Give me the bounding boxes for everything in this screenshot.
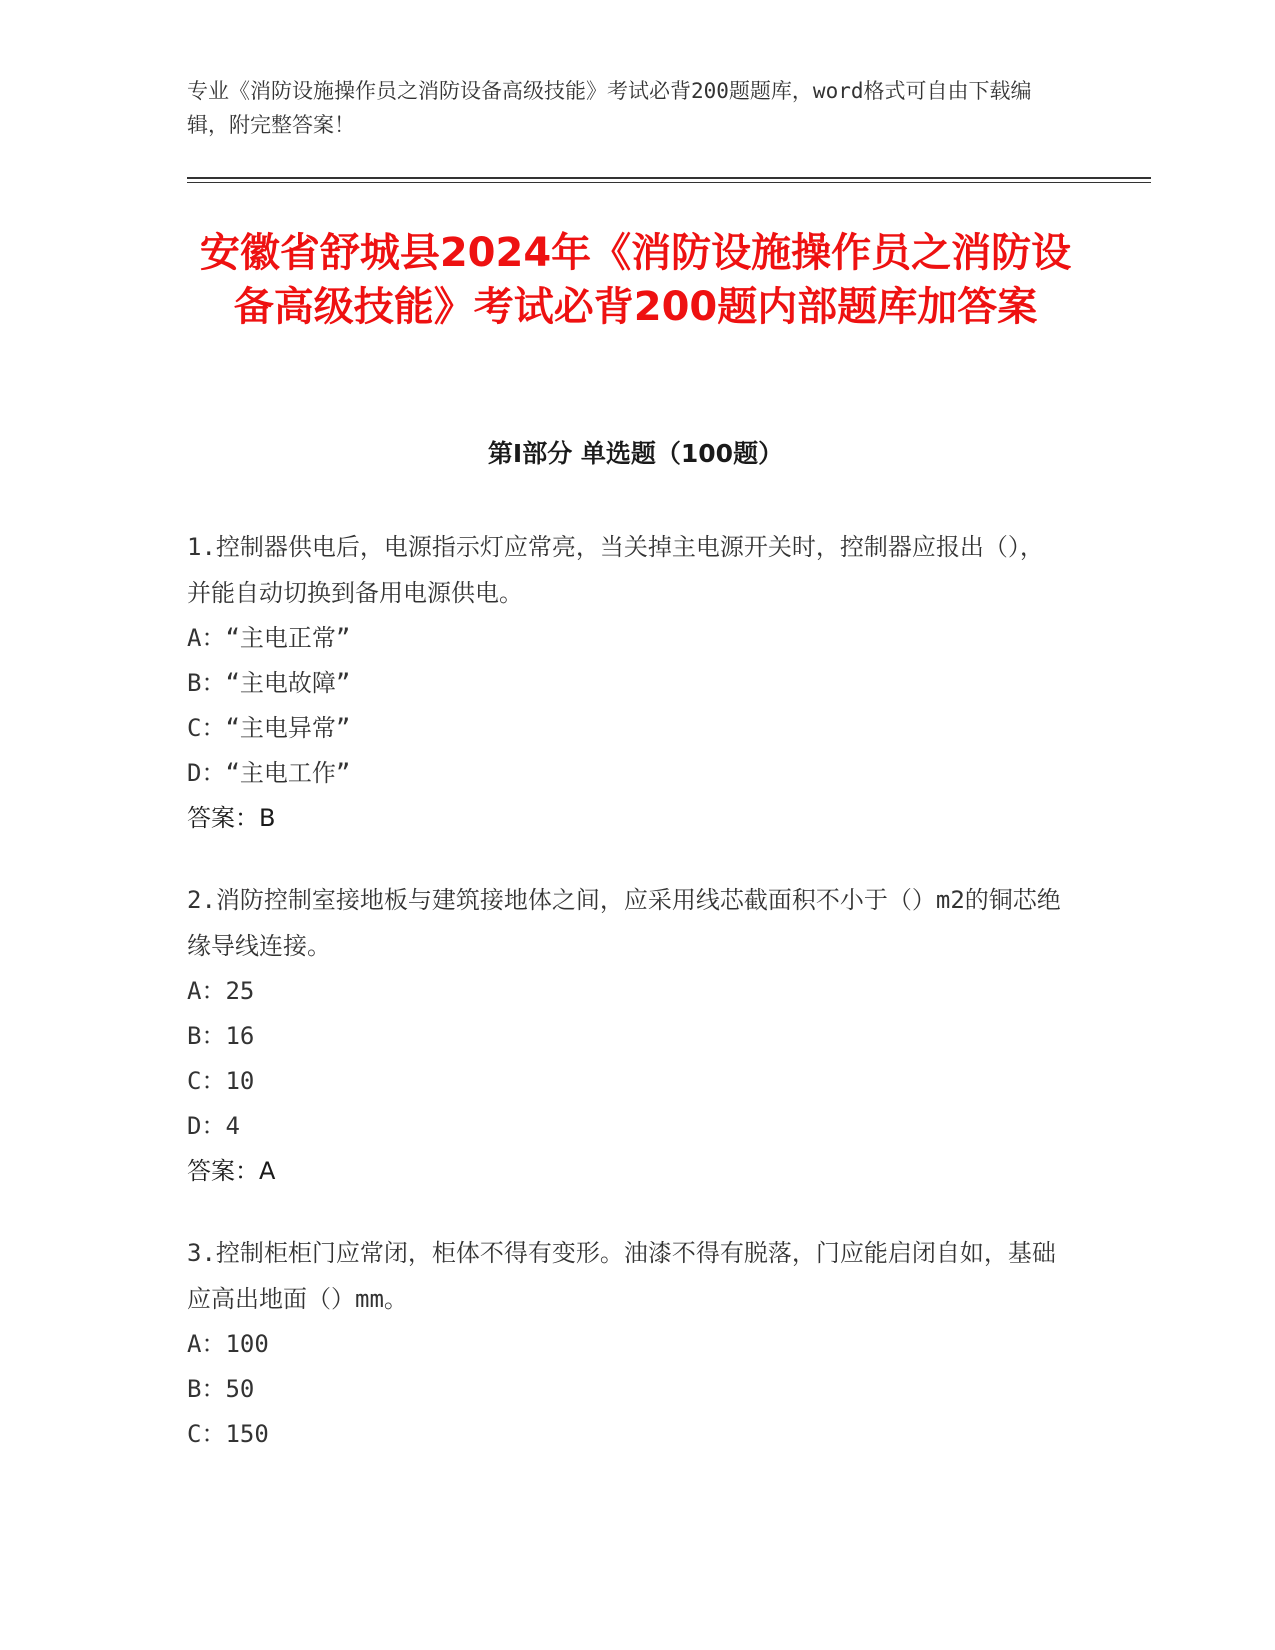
option-c: C：“主电异常” xyxy=(187,714,351,742)
option-a: A：25 xyxy=(187,977,255,1005)
option-d: D：“主电工作” xyxy=(187,759,351,787)
option-a: A：“主电正常” xyxy=(187,624,351,652)
section-heading: 第Ⅰ部分 单选题（100题） xyxy=(487,439,784,468)
answer: 答案：A xyxy=(187,1157,276,1185)
question-3 xyxy=(187,1230,1067,1457)
document-title: 安徽省舒城县2024年《消防设施操作员之消防设备高级技能》考试必背200题内部题库加答案 xyxy=(199,230,1072,330)
question-text: 3.控制柜柜门应常闭，柜体不得有变形。油漆不得有脱落，门应能启闭自如，基础应高出地面（）mm。 xyxy=(187,1239,1056,1313)
option-b: B：16 xyxy=(187,1022,255,1050)
option-b: B：50 xyxy=(187,1375,255,1403)
header-divider-thick xyxy=(187,177,1151,179)
option-c: C：10 xyxy=(187,1067,255,1095)
question-list xyxy=(187,524,1067,1493)
option-d: D：4 xyxy=(187,1112,240,1140)
header-divider-thin xyxy=(187,182,1151,183)
option-a: A：100 xyxy=(187,1330,269,1358)
option-b: B：“主电故障” xyxy=(187,669,351,697)
question-1 xyxy=(187,524,1067,841)
question-text: 1.控制器供电后，电源指示灯应常亮，当关掉主电源开关时，控制器应报出（），并能自动切换到备用电源供电。 xyxy=(187,533,1044,607)
answer: 答案：B xyxy=(187,804,276,832)
question-2 xyxy=(187,877,1067,1194)
question-text: 2.消防控制室接地板与建筑接地体之间，应采用线芯截面积不小于（）m2的铜芯绝缘导线连接。 xyxy=(187,886,1061,960)
header-note: 专业《消防设施操作员之消防设备高级技能》考试必背200题题库，word格式可自由下载编辑，附完整答案！ xyxy=(187,79,1032,137)
option-c: C：150 xyxy=(187,1420,269,1448)
